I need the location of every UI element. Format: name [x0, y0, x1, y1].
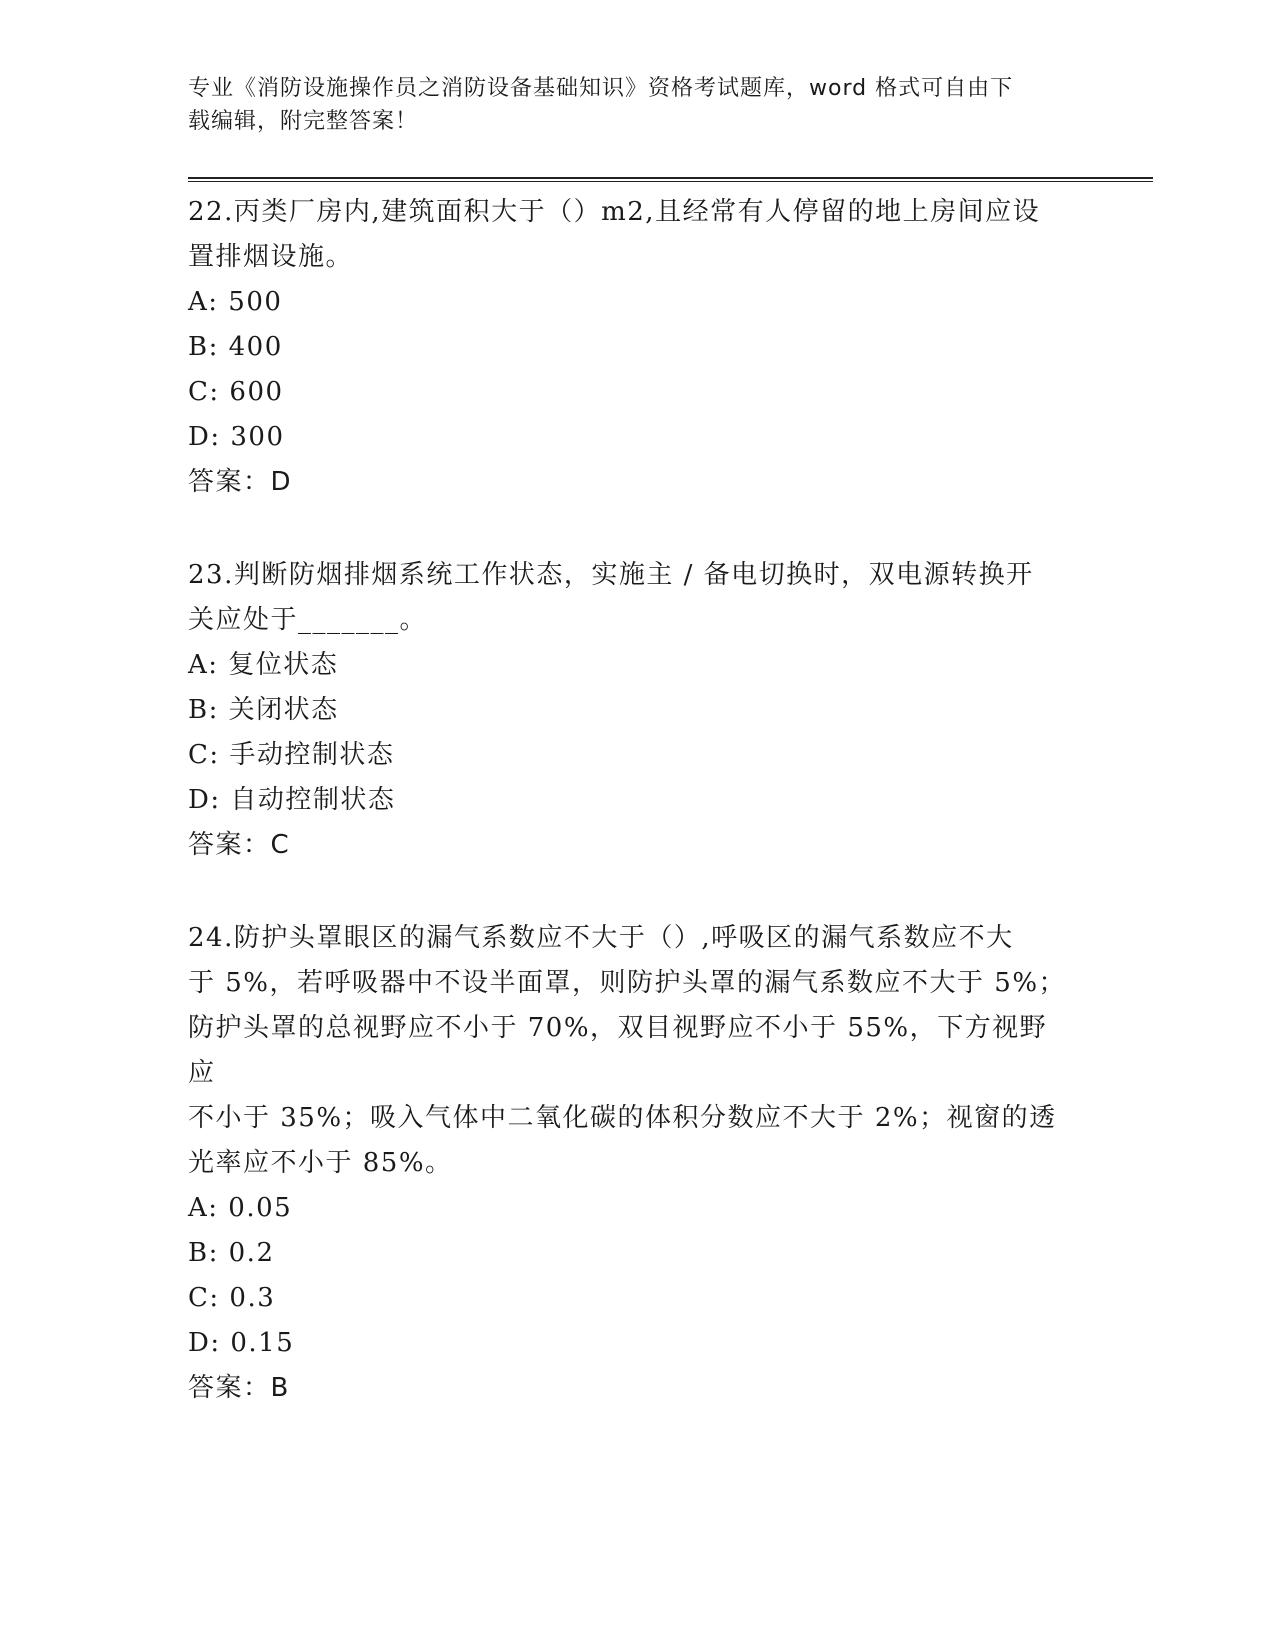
question-text-line: 23.判断防烟排烟系统工作状态，实施主 / 备电切换时，双电源转换开: [188, 560, 1034, 590]
question-24: [188, 916, 1068, 1411]
option-d: D: 自动控制状态: [188, 785, 396, 815]
option-d: D: 0.15: [188, 1328, 295, 1358]
question-text-line: 于 5%，若呼吸器中不设半面罩，则防护头罩的漏气系数应不大于 5%；: [188, 968, 1067, 998]
answer: 答案：C: [188, 830, 291, 860]
option-d: D: 300: [188, 422, 285, 452]
question-text-line: 防护头罩的总视野应不小于 70%，双目视野应不小于 55%，下方视野应: [188, 1013, 1048, 1088]
option-b: B: 400: [188, 332, 283, 362]
header-line-1: 专业《消防设施操作员之消防设备基础知识》资格考试题库，word 格式可自由下: [188, 76, 1014, 101]
question-text-line: 光率应不小于 85%。: [188, 1148, 453, 1178]
answer: 答案：B: [188, 1373, 290, 1403]
header-line-2: 载编辑，附完整答案！: [188, 109, 419, 134]
question-22: [188, 190, 1068, 505]
question-text-line: 22.丙类厂房内,建筑面积大于（）m2,且经常有人停留的地上房间应设: [188, 197, 1041, 227]
option-b: B: 0.2: [188, 1238, 275, 1268]
option-c: C: 0.3: [188, 1283, 276, 1313]
option-c: C: 600: [188, 377, 284, 407]
option-a: A: 复位状态: [188, 650, 339, 680]
option-b: B: 关闭状态: [188, 695, 339, 725]
question-text-line: 关应处于_______。: [188, 605, 428, 635]
header-divider: [188, 177, 1153, 182]
option-a: A: 0.05: [188, 1193, 293, 1223]
question-text-line: 不小于 35%；吸入气体中二氧化碳的体积分数应不大于 2%；视窗的透: [188, 1103, 1057, 1133]
document-header: [188, 72, 1068, 138]
option-c: C: 手动控制状态: [188, 740, 395, 770]
question-23: [188, 553, 1068, 868]
question-text-line: 置排烟设施。: [188, 242, 354, 272]
question-text-line: 24.防护头罩眼区的漏气系数应不大于（）,呼吸区的漏气系数应不大: [188, 923, 1014, 953]
answer: 答案：D: [188, 467, 293, 497]
option-a: A: 500: [188, 287, 283, 317]
